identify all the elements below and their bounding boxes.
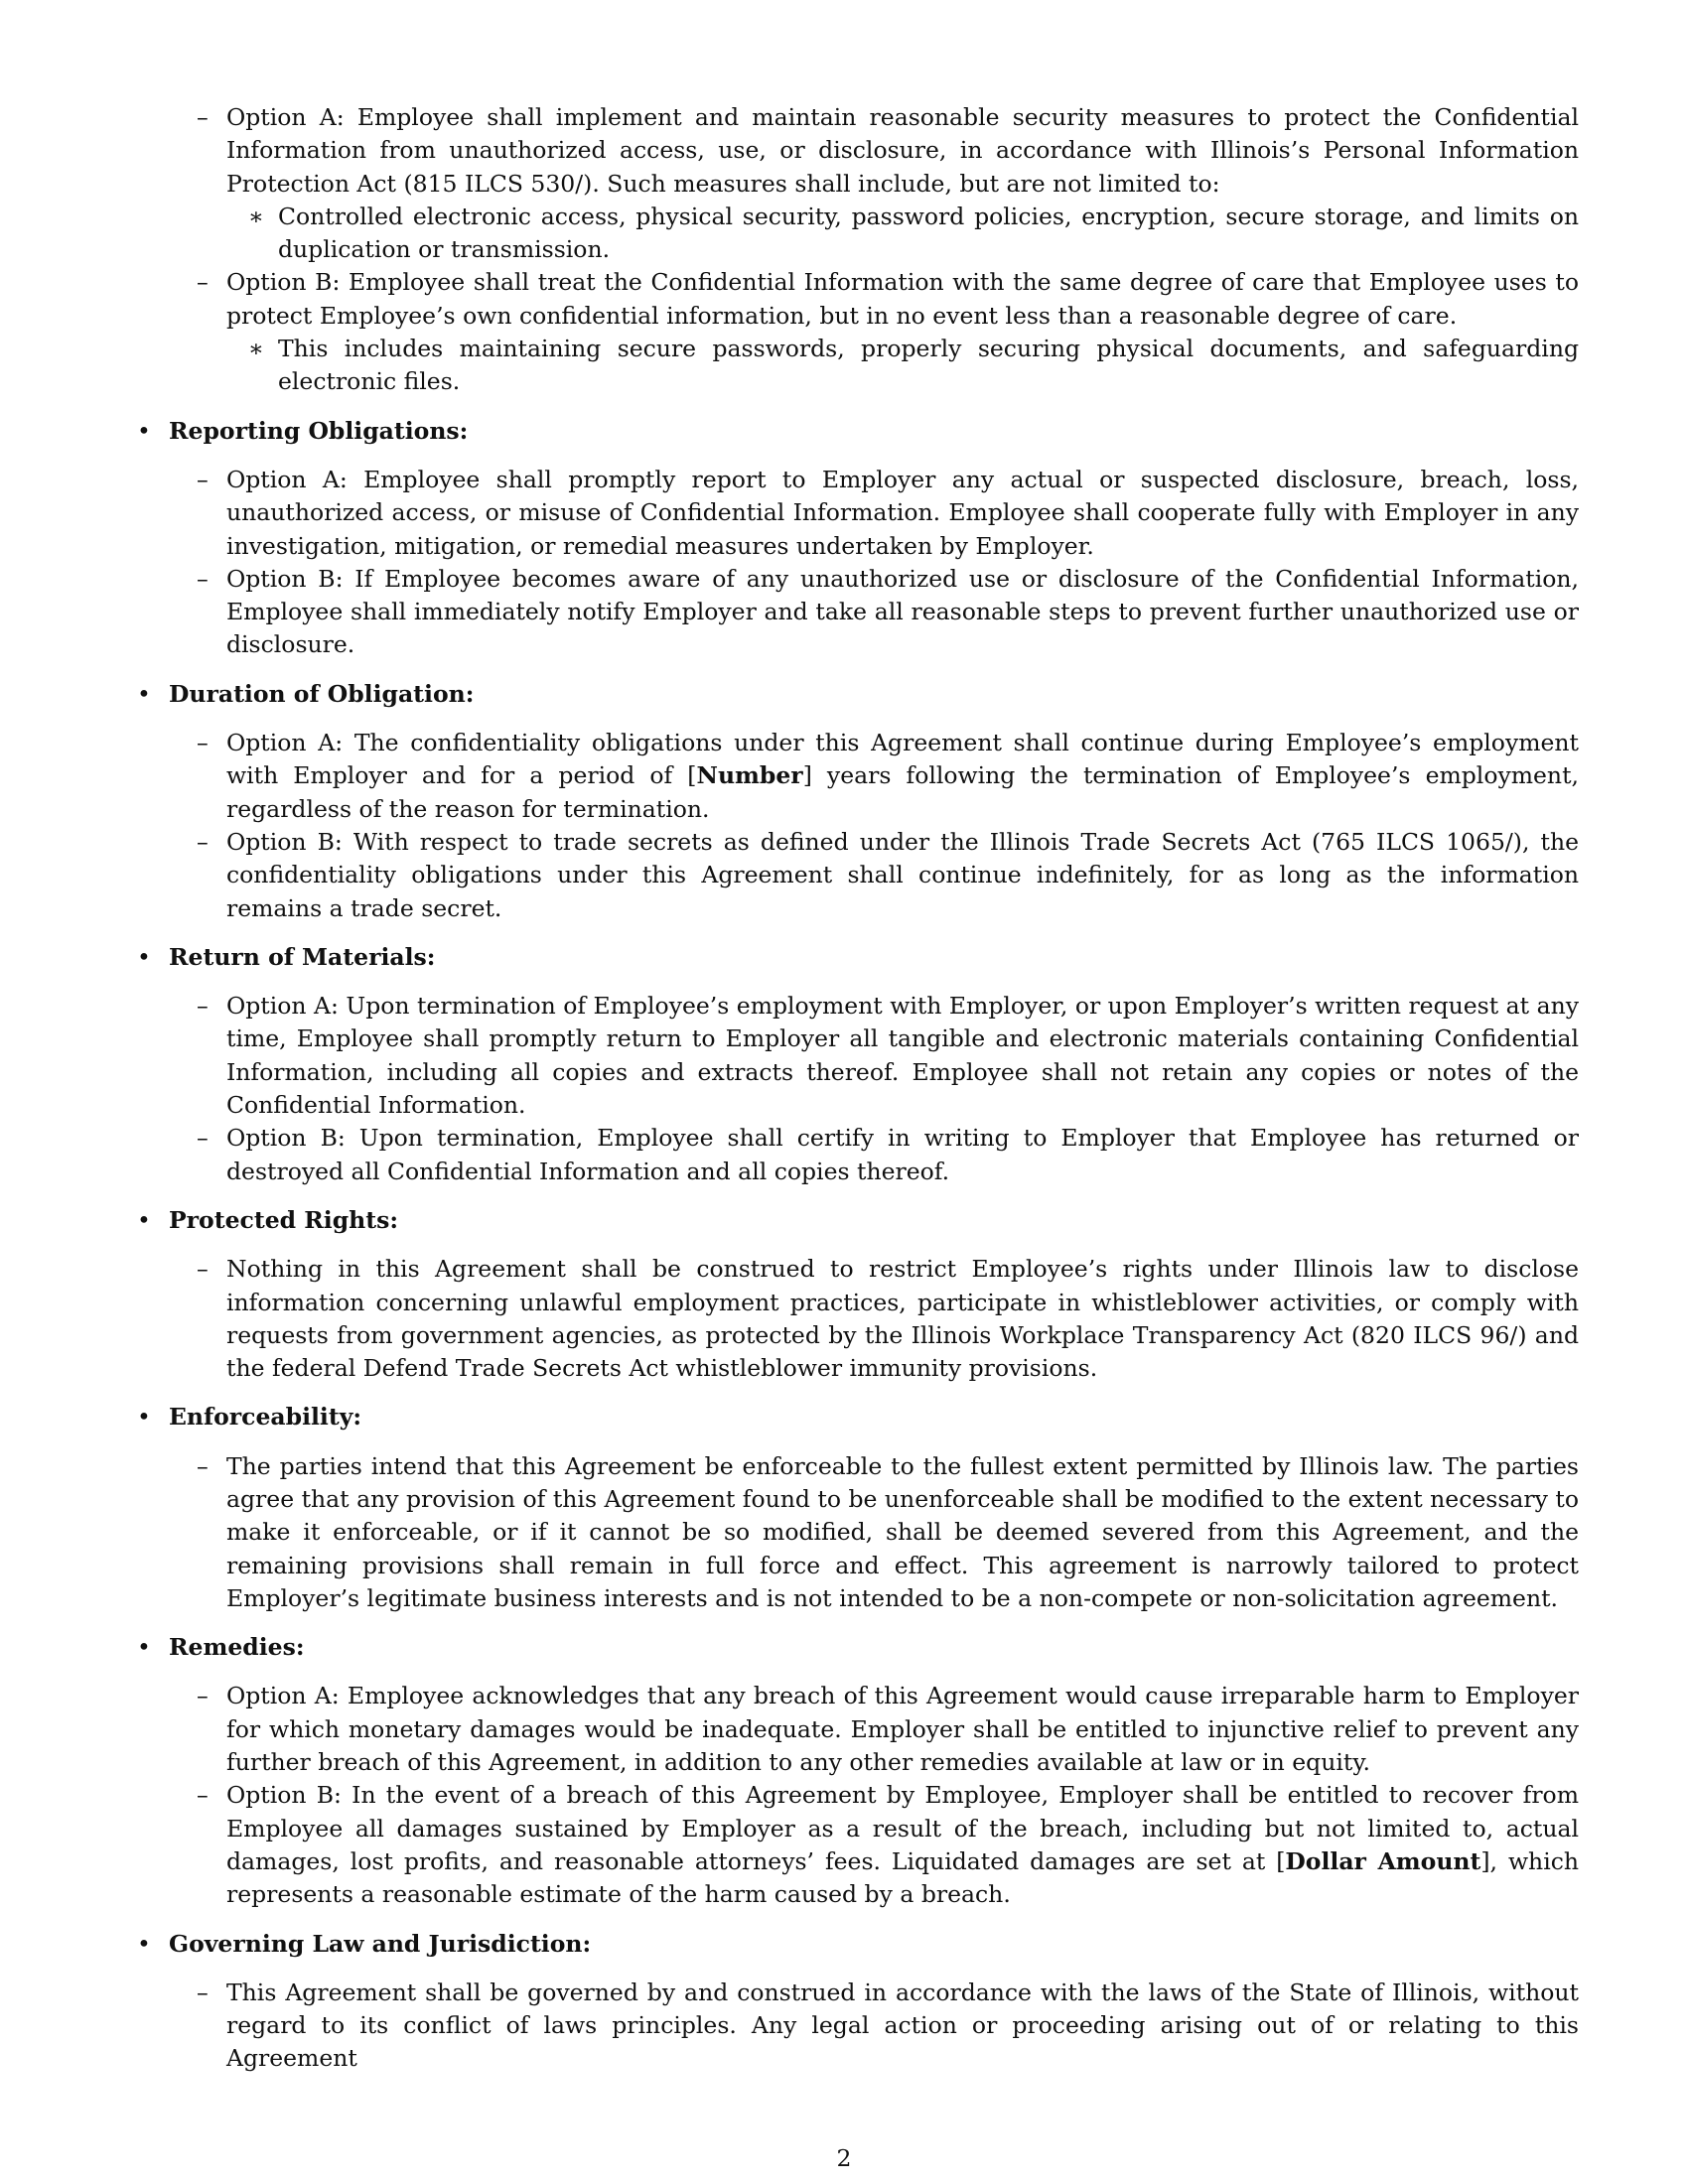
star-marker: ∗ xyxy=(248,335,264,363)
enforceability-text: The parties intend that this Agreement be enforceable to the fullest extent permitted by Illinois law. The parties agree that any provision of this Agreement found to be unenforceable shall be modified to the extent necessary to make it enforceable, or if it cannot be so modified, shall be deemed severed from this Agreement, and the remaining provisions shall remain in full force and effect. This agreement is narrowly tailored to protect Employer’s legitimate business interests and is not intended to be a non-compete or non-solicitation agreement. xyxy=(226,1451,1579,1612)
governing-law-item xyxy=(129,1977,1579,2076)
duration-option-b-text: Option B: With respect to trade secrets as defined under the Illinois Trade Secrets Act (765 ILCS 1065/), the confidentiality obligations under this Agreement shall continue indefinitely, for as long as the information remains a trade secret. xyxy=(226,827,1579,922)
remedies-option-a xyxy=(129,1680,1579,1779)
duration-option-a-text xyxy=(226,729,1579,823)
return-option-b xyxy=(129,1122,1579,1188)
section-heading-text: Protected Rights: xyxy=(169,1205,398,1234)
reporting-option-a-text: Option A: Employee shall promptly report to Employer any actual or suspected disclosure, breach, loss, unauthorized access, or misuse of Confidential Information. Employee shall cooperate fully with Employer in any investigation, mitigation, or remedial measures undertaken by Employer. xyxy=(226,465,1579,560)
document-page xyxy=(129,101,1579,2076)
section-heading-text: Remedies: xyxy=(169,1633,305,1662)
reporting-option-b-text: Option B: If Employee becomes aware of any unauthorized use or disclosure of the Confidential Information, Employee shall immediately notify Employer and take all reasonable steps to prevent further unauthorized use or disclosure. xyxy=(226,564,1579,659)
section-heading-return xyxy=(129,941,1579,974)
dash-marker: – xyxy=(197,1978,209,2006)
remedies-option-b-pre: Option B: In the event of a breach of this Agreement by Employee, Employer shall be entitled to recover from Employee all damages sustained by Employer as a result of the breach, including but not limited to, actual damages, lost profits, and reasonable attorneys’ fees. Liquidated damages are set at [ xyxy=(226,1781,1579,1875)
section-heading-governing-law xyxy=(129,1928,1579,1961)
bullet-marker: • xyxy=(137,942,151,971)
dash-marker: – xyxy=(197,103,209,131)
bullet-marker: • xyxy=(137,1205,151,1234)
bullet-marker: • xyxy=(137,679,151,708)
dollar-amount-placeholder: Dollar Amount xyxy=(1285,1846,1481,1875)
section-heading-text: Duration of Obligation: xyxy=(169,679,475,708)
return-option-a-text: Option A: Upon termination of Employee’s employment with Employer, or upon Employer’s written request at any time, Employee shall promptly return to Employer all tangible and electronic materials containing Confidential Information, including all copies and extracts thereof. Employee shall not retain any copies or notes of the Confidential Information. xyxy=(226,992,1579,1120)
security-option-a-detail-text: Controlled electronic access, physical security, password policies, encryption, secure storage, and limits on duplication or transmission. xyxy=(278,202,1579,264)
page-number: 2 xyxy=(836,2144,852,2172)
section-heading-protected-rights xyxy=(129,1204,1579,1237)
dash-marker: – xyxy=(197,564,209,593)
security-option-a xyxy=(129,101,1579,201)
duration-option-a xyxy=(129,727,1579,826)
section-heading-text: Enforceability: xyxy=(169,1403,362,1432)
bullet-marker: • xyxy=(137,1403,151,1432)
dash-marker: – xyxy=(197,729,209,757)
remedies-option-a-text: Option A: Employee acknowledges that any breach of this Agreement would cause irreparable harm to Employer for which monetary damages would be inadequate. Employer shall be entitled to injunctive relief to prevent any further breach of this Agreement, in addition to any other remedies available at law or in equity. xyxy=(226,1682,1579,1777)
return-option-b-text: Option B: Upon termination, Employee shall certify in writing to Employer that Employee has returned or destroyed all Confidential Information and all copies thereof. xyxy=(226,1124,1579,1185)
section-heading-remedies xyxy=(129,1631,1579,1664)
reporting-option-b xyxy=(129,563,1579,662)
protected-rights-text: Nothing in this Agreement shall be construed to restrict Employee’s rights under Illinois law to disclose information concerning unlawful employment practices, participate in whistleblower activities, or comply with requests from government agencies, as protected by the Illinois Workplace Transparency Act (820 ILCS 96/) and the federal Defend Trade Secrets Act whistleblower immunity provisions. xyxy=(226,1255,1579,1383)
remedies-option-b-text xyxy=(226,1781,1579,1908)
return-option-a xyxy=(129,990,1579,1122)
security-option-a-detail xyxy=(129,201,1579,267)
dash-marker: – xyxy=(197,1682,209,1710)
enforceability-item xyxy=(129,1450,1579,1615)
remedies-option-b-post: ], which represents a reasonable estimate of the harm caused by a breach. xyxy=(226,1846,1580,1909)
reporting-option-a xyxy=(129,464,1579,563)
section-heading-text: Governing Law and Jurisdiction: xyxy=(169,1929,592,1958)
duration-option-b xyxy=(129,826,1579,925)
dash-marker: – xyxy=(197,1451,209,1480)
section-heading-text: Reporting Obligations: xyxy=(169,416,469,445)
duration-option-a-pre: Option A: The confidentiality obligations under this Agreement shall continue during Employee’s employment with Employer and for a period of [ xyxy=(226,729,1579,790)
remedies-option-b xyxy=(129,1779,1579,1911)
dash-marker: – xyxy=(197,827,209,856)
bullet-marker: • xyxy=(137,416,151,445)
dash-marker: – xyxy=(197,1781,209,1810)
security-option-b-text: Option B: Employee shall treat the Confidential Information with the same degree of care that Employee uses to protect Employee’s own confidential information, but in no event less than a reasonable degree of care. xyxy=(226,268,1579,330)
star-marker: ∗ xyxy=(248,202,264,230)
duration-option-a-post: ] years following the termination of Employee’s employment, regardless of the reason for termination. xyxy=(226,761,1579,823)
section-heading-reporting xyxy=(129,415,1579,448)
number-placeholder: Number xyxy=(696,761,803,790)
dash-marker: – xyxy=(197,992,209,1021)
bullet-marker: • xyxy=(137,1633,151,1662)
governing-law-text: This Agreement shall be governed by and construed in accordance with the laws of the State of Illinois, without regard to its conflict of laws principles. Any legal action or proceeding arising out of or relating to this Agreement xyxy=(226,1978,1579,2073)
section-heading-text: Return of Materials: xyxy=(169,942,436,971)
dash-marker: – xyxy=(197,268,209,297)
security-option-b xyxy=(129,266,1579,333)
security-option-b-detail-text: This includes maintaining secure passwords, properly securing physical documents, and safeguarding electronic files. xyxy=(278,335,1579,396)
dash-marker: – xyxy=(197,465,209,493)
dash-marker: – xyxy=(197,1255,209,1284)
protected-rights-item xyxy=(129,1253,1579,1385)
dash-marker: – xyxy=(197,1124,209,1153)
security-option-b-detail xyxy=(129,333,1579,399)
section-heading-enforceability xyxy=(129,1401,1579,1433)
section-heading-duration xyxy=(129,678,1579,711)
security-option-a-text: Option A: Employee shall implement and maintain reasonable security measures to protect the Confidential Information from unauthorized access, use, or disclosure, in accordance with Illinois’s Personal Information Protection Act (815 ILCS 530/). Such measures shall include, but are not limited to: xyxy=(226,103,1579,198)
bullet-marker: • xyxy=(137,1929,151,1958)
